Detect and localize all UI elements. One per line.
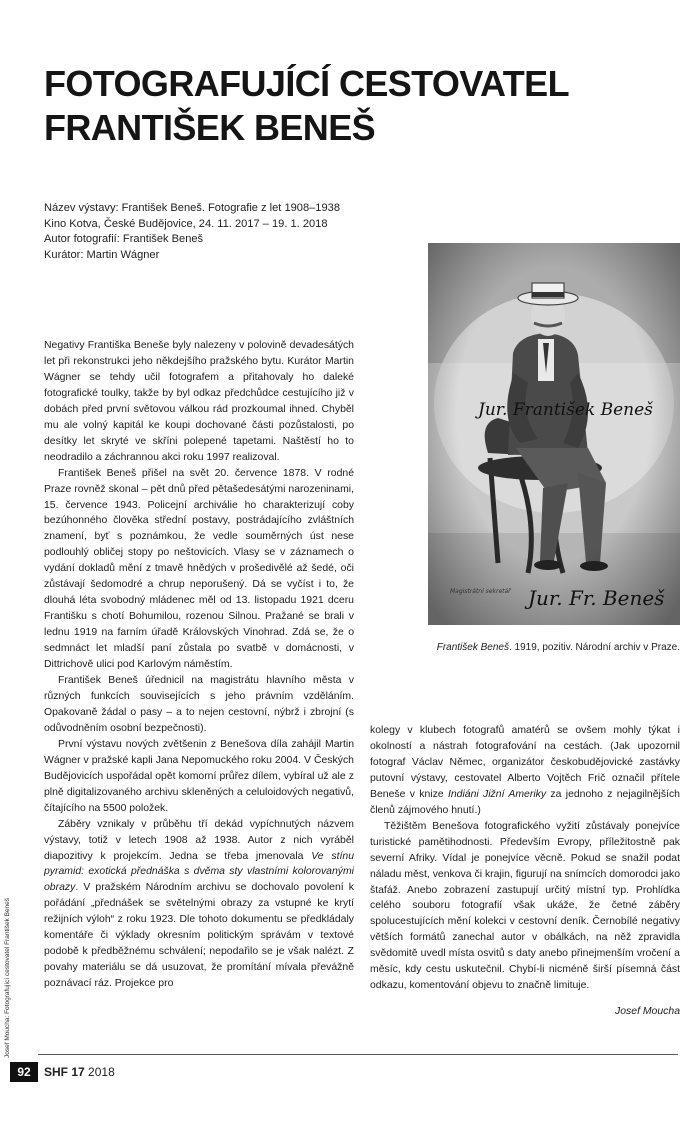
exhibition-author: Autor fotografií: František Beneš [44, 233, 204, 246]
paragraph-6-start: kolegy v klubech fotografů amatérů se ovšem mohly týkat i okolností a nástrah fotografování na cestách. (Jak upozornil fotograf Václav Němec, organizátor českobudějovické zastávky putovní výstavy, cestovatel Alberto Vojtěch Frič označil přítele Beneše v knize [370, 725, 680, 800]
caption-subject: František Beneš [436, 642, 509, 653]
paragraph-7: Těžištěm Benešova fotografického vyžití zůstávaly ponejvíce turistické pamětihodnosti. Především Evropy, příležitostně pak severní Afriky. Vídal je ponejvíce věcně. Pokud se snažil podat náladu měst, venkova či krajin, figurují na snímcích domorodci jako štafáž. Anebo zobrazení zastupují určitý místní typ. Prohlídka celého souboru fotografií však ukáže, že četné záběry spolucestujících mění kolekci v cestovní deník. Černobílé negativy větších formátů zanechal autor v obálkách, na něž zpravidla svědomitě uvedl místa osvitů s daty anebo přinejmenším vročení a měsíc, kdy cestu uskutečnil. Chybí-li nicméně širší písemná část odkazu, komentování objevu to značně limituje. [370, 820, 680, 992]
paragraph-6 [370, 723, 680, 819]
paragraph-5-end: . V pražském Národním archivu se dochovalo povolení k pořádání „přednášek se světelnými obrazy za vstupné ke krytí režijních výloh“ z roku 1923. Dle tohoto dokumentu se předkládaly komentáře či výklady okresním politickým správám v textové podobě k předběžnému schválení; nepodařilo se je však nalézt. Z povahy materiálu se dá usuzovat, že promítání mívala převážně poznávací ráz. Projekce pro [44, 882, 354, 990]
photo-caption [428, 641, 680, 655]
portrait-illustration [428, 243, 680, 625]
journal-year: 2018 [88, 1065, 115, 1079]
footer-divider [38, 1054, 678, 1055]
journal-footer [44, 1065, 115, 1079]
paragraph-1: Negativy Františka Beneše byly nalezeny v polovině devadesátých let při rekonstrukci jeho někdejšího pražského bytu. Kurátor Martin Wágner se tehdy učil fotografem a přitahovaly ho daleké fotografické toulky, takže by byl odkaz předchůdce cestujícího již v dobách před první světovou válkou rád prozkoumal ihned. Chyběl mu ale volný kapitál ke koupi dochované části pozůstalosti, po desítky let skryté ve skříni polepené tapetami. Naštěstí ho to neodradilo a záchrannou akci roku 1997 realizoval. [44, 340, 354, 463]
exhibition-venue: Kino Kotva, České Budějovice, 24. 11. 2017 – 19. 1. 2018 [44, 217, 328, 230]
portrait-photo [428, 243, 680, 625]
book-title: Indiáni Jižní Ameriky [447, 788, 547, 800]
exhibition-name: Název výstavy: František Beneš. Fotografie z let 1908–1938 [44, 202, 340, 214]
signature-inscription-top: Jur. František Beneš [478, 400, 653, 420]
paragraph-6-end: za jednoho z nejagilnějších členů zájmového hnutí.) [370, 788, 680, 816]
journal-issue: 17 [71, 1065, 85, 1079]
author-signature: Josef Moucha [615, 1006, 680, 1018]
left-column [44, 338, 354, 992]
paragraph-2: František Beneš přišel na svět 20. července 1878. V rodné Praze rovněž skonal – pět dnů před pětašedesátými narozeninami, 15. července 1943. Policejní archiválie ho charakterizují coby bezúhonného člověka střední postavy, postrádajícího zvláštních znamení, byť s poznámkou, že vedle souměrných úst nese podlouhlý obličej stopy po neštovicích. Vlasy se v záznamech o vydání dokladů mění z tmavě hnědých v prošedivělé až šedé, oči zůstávají šedomodré a chrup neporušený. Dá se vyčíst i to, že dlouhá léta svobodný mládenec měl od 13. listopadu 1921 dceru Františku s chotí Bohumilou, rozenou Silnou. Pražané se brali v lednu 1919 na farním úřadě Královských Vinohrad. Zdá se, že o sedmnáct let mladší paní zůstala po svatbě v domácnosti, v Dittrichově ulici pod Karlovým náměstím. [44, 467, 354, 671]
exhibition-curator: Kurátor: Martin Wágner [44, 248, 160, 261]
exhibition-info [44, 201, 424, 263]
caption-details: . 1919, pozitiv. Národní archiv v Praze. [508, 642, 680, 653]
signature-inscription-bottom: Jur. Fr. Beneš [528, 586, 665, 610]
title-line-2: FRANTIŠEK BENEŠ [44, 107, 376, 148]
right-column [370, 723, 680, 1020]
title-line-1: FOTOGRAFUJÍCÍ CESTOVATEL [44, 63, 569, 104]
photo-stamp: Magistrátní sekretář [450, 588, 511, 595]
paragraph-5 [44, 817, 354, 992]
article-title [44, 62, 664, 150]
page-number: 92 [10, 1062, 38, 1082]
paragraph-5-start: Záběry vznikaly v průběhu tří dekád vypíchnutých názvem výstavy, totiž v letech 1908 až 1938. Autor z nich vyráběl diapozitivy k projekcím. Jedna se třeba jmenovala [44, 818, 354, 862]
lecture-title: Ve stínu pyramid: exotická přednáška s dvěma sty vlastními kolorovanými obrazy [44, 850, 354, 894]
journal-name: SHF [44, 1065, 68, 1079]
paragraph-3: František Beneš úřednicil na magistrátu hlavního města v různých funkcích souvisejících s jeho právním vzděláním. Opakovaně žádal o pasy – a to nejen cestovní, nýbrž i zbrojní (s odůvodněním osobní bezpečnosti). [44, 675, 354, 734]
side-credit: Josef Moucha: Fotografující cestovatel František Beneš [4, 897, 11, 1058]
paragraph-4: První výstavu nových zvětšenin z Benešova díla zahájil Martin Wágner v pražské kapli Jana Nepomuckého roku 2004. V Českých Budějovicích uspořádal opět komorní průřez dílem, vybíral už ale z plně digitalizovaného archivu skleněných a celuloidových negativů, čítajícího na 5500 položek. [44, 738, 354, 814]
